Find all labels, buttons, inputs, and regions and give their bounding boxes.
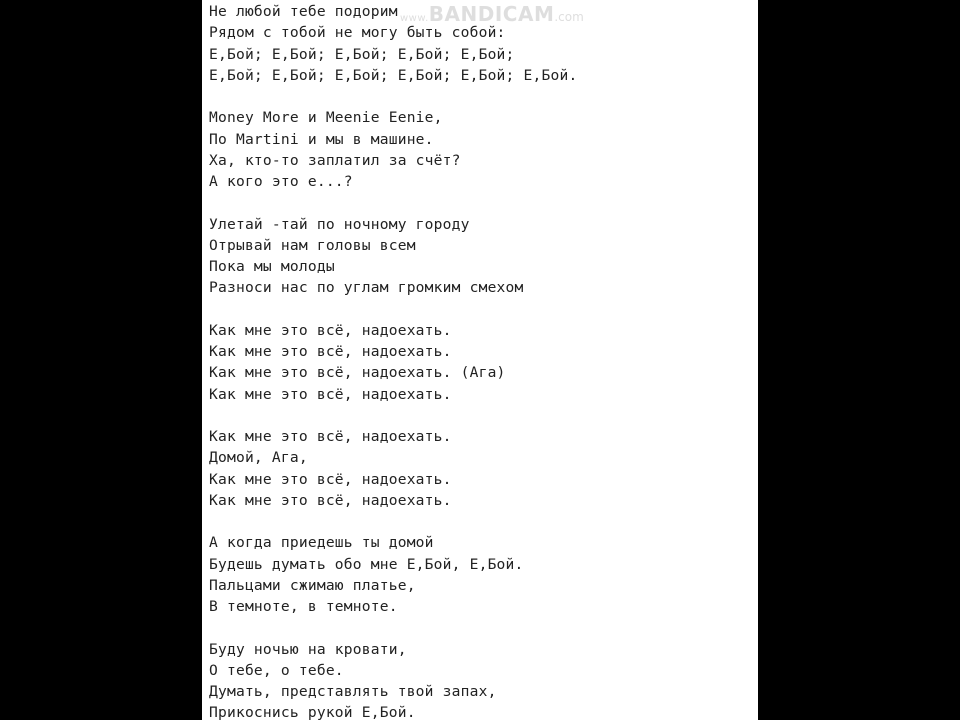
lyric-line: Как мне это всё, надоехать. xyxy=(209,491,452,509)
lyric-line: Прикоснись рукой Е,Бой. xyxy=(209,704,416,720)
lyric-line: Домой, Ага, xyxy=(209,449,308,467)
lyric-line: В темноте, в темноте. xyxy=(209,598,398,615)
lyric-line: Разноси нас по углам громким смехом xyxy=(209,279,524,297)
lyric-line: По Martini и мы в машине. xyxy=(209,130,434,148)
stanza-break xyxy=(209,405,577,426)
lyric-line: Буду ночью на кровати, xyxy=(209,640,407,658)
lyric-line: Как мне это всё, надоехать. xyxy=(209,321,452,339)
lyric-line: Пальцами сжимаю платье, xyxy=(209,576,416,594)
lyric-line: Думать, представлять твой запах, xyxy=(209,683,497,700)
lyric-line: Не любой тебе подорим xyxy=(209,3,398,20)
lyric-line: Как мне это всё, надоехать. xyxy=(209,428,452,445)
lyric-line: Ха, кто-то заплатил за счёт? xyxy=(209,151,461,169)
lyrics-page xyxy=(202,0,758,720)
lyric-line: Как мне это всё, надоехать. xyxy=(209,385,452,403)
watermark-brand: BANDICAM xyxy=(428,2,555,26)
lyrics-text-block xyxy=(209,1,577,720)
stanza-break xyxy=(209,617,577,638)
watermark-prefix: www. xyxy=(400,13,429,24)
stanza-break xyxy=(209,299,577,320)
lyric-line: Е,Бой; Е,Бой; Е,Бой; Е,Бой; Е,Бой; xyxy=(209,45,515,63)
lyric-line: Money More и Meenie Eenie, xyxy=(209,109,443,127)
watermark-suffix: .com xyxy=(554,10,584,24)
lyric-line: Пока мы молоды xyxy=(209,258,335,275)
lyric-line: А когда приедешь ты домой xyxy=(209,534,434,552)
lyric-line: Е,Бой; Е,Бой; Е,Бой; Е,Бой; Е,Бой; Е,Бой. xyxy=(209,66,578,84)
lyric-line: О тебе, о тебе. xyxy=(209,661,344,679)
lyric-line: Отрывай нам головы всем xyxy=(209,236,416,254)
stanza-break xyxy=(209,192,577,213)
lyric-line: Будешь думать обо мне Е,Бой, Е,Бой. xyxy=(209,555,524,573)
lyric-line: Улетай -тай по ночному городу xyxy=(209,215,470,233)
lyric-line: А кого это е...? xyxy=(209,173,353,190)
lyric-line: Рядом с тобой не могу быть собой: xyxy=(209,24,506,42)
stanza-break xyxy=(209,511,577,532)
lyric-line: Как мне это всё, надоехать. (Ага) xyxy=(209,364,506,382)
stanza-break xyxy=(209,86,577,107)
lyric-line: Как мне это всё, надоехать. xyxy=(209,470,452,488)
lyric-line: Как мне это всё, надоехать. xyxy=(209,343,452,360)
